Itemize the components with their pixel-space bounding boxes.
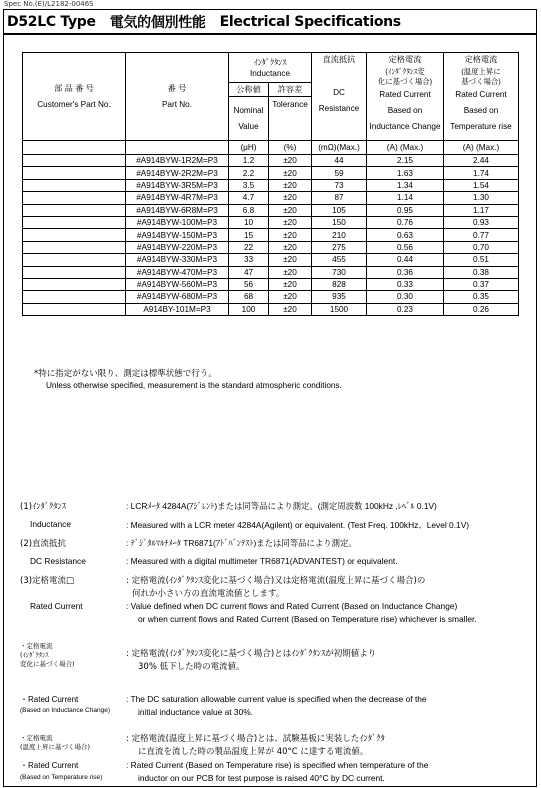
rc1-header-sub2: 化に基づく場合) (377, 77, 433, 86)
part-no-cell: #A914BYW-470M=P3 (126, 266, 229, 278)
inductance-cell: 100 (229, 303, 269, 315)
rated-current-temperature-cell: 0.51 (444, 254, 519, 266)
rated-current-inductance-cell: 1.34 (367, 179, 444, 191)
tolerance-cell: ±20 (269, 303, 312, 315)
def-rc-text-en1: : Value defined when DC current flows and Rated Current (Based on Inductance Change) (126, 601, 458, 611)
def-rci-label-en2: (Based on Inductance Change) (20, 707, 110, 714)
def-rci-text-en1: : The DC saturation allowable current value is specified when the decrease of the (126, 694, 427, 704)
def-rc-text-en2: or when current flows and Rated Current (Based on Temperature rise) whichever is smaller. (138, 614, 477, 624)
dcr-header (312, 53, 367, 141)
dcr-cell: 150 (312, 216, 367, 228)
part-no-cell: #A914BYW-150M=P3 (126, 229, 229, 241)
def-inductance-text-en: : Measured with a LCR meter 4284A(Agilent) or equivalent. (Test Freq. 100kHz、Level 0.1V) (126, 520, 470, 530)
part-no-cell: A914BY-101M=P3 (126, 303, 229, 315)
tolerance-cell: ±20 (269, 229, 312, 241)
rated-current-inductance-cell: 2.15 (367, 155, 444, 167)
dcr-cell: 455 (312, 254, 367, 266)
dcr-cell: 730 (312, 266, 367, 278)
dcr-cell: 73 (312, 179, 367, 191)
table-row (23, 167, 519, 179)
dcr-header-en2: Resistance (318, 104, 360, 113)
rated-current-inductance-cell: 0.56 (367, 241, 444, 253)
tolerance-cell: ±20 (269, 241, 312, 253)
customer-part-cell (23, 204, 126, 216)
rated-current-temperature-cell: 0.93 (444, 216, 519, 228)
table-row (23, 254, 519, 266)
table-row (23, 155, 519, 167)
tolerance-cell: ±20 (269, 278, 312, 290)
rc2-header-en2: Based on (463, 106, 499, 115)
part-no-cell: #A914BYW-330M=P3 (126, 254, 229, 266)
tolerance-cell: ±20 (269, 192, 312, 204)
rc2-header-en3: Temperature rise (450, 122, 512, 131)
nominal-header-en2: Value (238, 121, 259, 131)
tolerance-header-jp: 許容差 (269, 83, 312, 97)
tolerance-header-en: Tolerance (272, 100, 308, 109)
inductance-cell: 22 (229, 241, 269, 253)
unit-dcr: (mΩ)(Max.) (312, 141, 367, 155)
rated-current-inductance-cell: 0.44 (367, 254, 444, 266)
customer-part-cell (23, 241, 126, 253)
part-no-header-en: Part No. (161, 99, 193, 109)
tolerance-cell: ±20 (269, 167, 312, 179)
tolerance-cell: ±20 (269, 179, 312, 191)
table-row (23, 278, 519, 290)
dcr-cell: 44 (312, 155, 367, 167)
tolerance-cell: ±20 (269, 155, 312, 167)
unit-rc1: (A) (Max.) (367, 141, 444, 155)
customer-part-cell (23, 303, 126, 315)
rc1-header-sub1: (ｲﾝﾀﾞｸﾀﾝｽ変 (385, 67, 425, 76)
rated-current-inductance-cell: 0.23 (367, 303, 444, 315)
customer-part-cell (23, 229, 126, 241)
dcr-cell: 828 (312, 278, 367, 290)
def-rci-label-jp1: ・定格電流 (20, 642, 53, 650)
rc2-header-en1: Rated Current (455, 90, 507, 99)
title-type: D52LC Type (7, 13, 96, 30)
part-no-cell: #A914BYW-1R2M=P3 (126, 155, 229, 167)
tolerance-cell: ±20 (269, 266, 312, 278)
inductance-cell: 4.7 (229, 192, 269, 204)
customer-part-cell (23, 192, 126, 204)
rated-current-temperature-cell: 2.44 (444, 155, 519, 167)
rated-current-temperature-cell: 1.74 (444, 167, 519, 179)
rated-current-temperature-cell: 0.26 (444, 303, 519, 315)
inductance-cell: 3.5 (229, 179, 269, 191)
rated-current-inductance-cell: 0.95 (367, 204, 444, 216)
unit-inductance: (μH) (229, 141, 269, 155)
spec-table (22, 52, 519, 316)
inductance-header-jp: ｲﾝﾀﾞｸﾀﾝｽ (253, 57, 287, 67)
def-rc-text-jp1: : 定格電流(ｲﾝﾀﾞｸﾀﾝｽ変化に基づく場合)又は定格電流(温度上昇に基づく場合)の (126, 576, 426, 586)
title-bar (4, 10, 536, 35)
customer-part-cell (23, 216, 126, 228)
dcr-cell: 87 (312, 192, 367, 204)
def-rc-label-jp: (3)定格電流□ (20, 576, 75, 586)
rated-current-inductance-cell: 0.33 (367, 278, 444, 290)
rated-current-inductance-cell: 0.63 (367, 229, 444, 241)
note-jp: *特に指定がない限り、測定は標準状態で行う。 (34, 369, 217, 379)
table-row (23, 266, 519, 278)
table-row (23, 179, 519, 191)
def-inductance-label-jp: (1)ｲﾝﾀﾞｸﾀﾝｽ (20, 502, 67, 512)
dcr-header-en1: DC (333, 88, 345, 97)
def-rct-text-jp2: に直流を流した時の製品温度上昇が 40°C に達する電流値。 (138, 747, 369, 757)
customer-part-cell (23, 291, 126, 303)
unit-empty-1 (23, 141, 126, 155)
table-row (23, 192, 519, 204)
inductance-cell: 2.2 (229, 167, 269, 179)
table-row (23, 216, 519, 228)
customer-part-header-en: Customer's Part No. (37, 99, 111, 109)
customer-part-cell (23, 266, 126, 278)
inductance-cell: 6.8 (229, 204, 269, 216)
rated-current-inductance-cell: 0.30 (367, 291, 444, 303)
def-rct-label-en1: ・Rated Current (20, 761, 79, 770)
def-inductance-text-jp: : LCRﾒｰﾀ 4284A(ｱｼﾞﾚﾝﾄ)または同等品により測定。(測定周波数 100kHz ,ﾚﾍﾞﾙ 0.1V) (126, 501, 437, 511)
unit-rc2: (A) (Max.) (444, 141, 519, 155)
def-rct-text-jp1: : 定格電流(温度上昇に基づく場合)とは、試験基板に実装したｲﾝﾀﾞｸﾀ (126, 734, 385, 744)
inductance-cell: 68 (229, 291, 269, 303)
customer-part-header-jp: 部 品 番 号 (54, 83, 94, 93)
table-row (23, 291, 519, 303)
table-row (23, 241, 519, 253)
def-rct-label-jp2: (温度上昇に基づく場合) (20, 743, 91, 751)
part-no-header (126, 53, 229, 141)
part-no-cell: #A914BYW-2R2M=P3 (126, 167, 229, 179)
part-no-cell: #A914BYW-4R7M=P3 (126, 192, 229, 204)
def-rct-label-en2: (Based on Temperature rise) (20, 774, 103, 781)
tolerance-cell: ±20 (269, 216, 312, 228)
def-rc-label-en: Rated Current (30, 601, 83, 611)
def-rci-label-en1: ・Rated Current (20, 695, 79, 704)
def-dcr-text-en: : Measured with a digital multimeter TR6871(ADVANTEST) or equivalent. (126, 556, 398, 566)
part-no-cell: #A914BYW-560M=P3 (126, 278, 229, 290)
def-rc-text-jp2: 何れか小さい方の直流電流値とします。 (132, 589, 285, 599)
customer-part-cell (23, 254, 126, 266)
title-en: Electrical Specifications (219, 13, 401, 30)
table-row (23, 303, 519, 315)
title-jp: 電気的個別性能 (109, 14, 206, 31)
def-rct-label-jp1: ・定格電流 (20, 734, 53, 742)
nominal-header-jp: 公称値 (229, 83, 269, 97)
dcr-cell: 210 (312, 229, 367, 241)
rated-current-temperature-cell: 0.35 (444, 291, 519, 303)
rated-current-inductance-cell: 0.76 (367, 216, 444, 228)
customer-part-cell (23, 278, 126, 290)
nominal-header (229, 97, 269, 141)
def-rct-text-en1: : Rated Current (Based on Temperature rise) is specified when temperature of the (126, 760, 429, 770)
def-dcr-label-en: DC Resistance (30, 556, 86, 566)
nominal-header-en1: Nominal (233, 105, 264, 115)
rated-current-inductance-header (367, 53, 444, 141)
inductance-cell: 10 (229, 216, 269, 228)
rated-current-inductance-cell: 1.14 (367, 192, 444, 204)
tolerance-cell: ±20 (269, 291, 312, 303)
dcr-cell: 59 (312, 167, 367, 179)
rated-current-inductance-cell: 0.36 (367, 266, 444, 278)
rated-current-temperature-cell: 0.37 (444, 278, 519, 290)
rated-current-temperature-cell: 0.38 (444, 266, 519, 278)
def-rci-text-en2: initial inductance value at 30%. (138, 707, 253, 717)
inductance-cell: 1.2 (229, 155, 269, 167)
rc1-header-en1: Rated Current (379, 90, 431, 99)
unit-tolerance: (%) (269, 141, 312, 155)
dcr-cell: 105 (312, 204, 367, 216)
spec-sheet-frame (3, 9, 537, 787)
def-rci-text-jp2: 30% 低下した時の電流値。 (138, 662, 245, 672)
inductance-cell: 15 (229, 229, 269, 241)
def-inductance-label-en: Inductance (30, 519, 71, 529)
dcr-cell: 935 (312, 291, 367, 303)
customer-part-cell (23, 155, 126, 167)
rc2-header-sub1: (温度上昇に (461, 67, 501, 76)
rc1-header-jp: 定格電流 (388, 55, 422, 64)
inductance-cell: 56 (229, 278, 269, 290)
def-dcr-text-jp: : ﾃﾞｼﾞﾀﾙﾏﾙﾁﾒｰﾀ TR6871(ｱﾄﾞﾊﾞﾝﾃｽﾄ)または同等品により測定。 (126, 538, 357, 548)
def-rci-label-jp3: 変化に基づく場合) (20, 660, 75, 668)
rated-current-inductance-cell: 1.63 (367, 167, 444, 179)
table-row (23, 204, 519, 216)
rated-current-temperature-cell: 1.54 (444, 179, 519, 191)
part-no-cell: #A914BYW-100M=P3 (126, 216, 229, 228)
spec-table-body (23, 155, 519, 316)
note-en: Unless otherwise specified, measurement is the standard atmospheric conditions. (46, 381, 342, 390)
inductance-header-en: Inductance (249, 68, 291, 78)
rc2-header-jp: 定格電流 (464, 55, 498, 64)
tolerance-header (269, 97, 312, 141)
rated-current-temperature-cell: 1.30 (444, 192, 519, 204)
tolerance-cell: ±20 (269, 254, 312, 266)
part-no-header-jp: 番 号 (167, 83, 187, 93)
customer-part-header (23, 53, 126, 141)
inductance-cell: 47 (229, 266, 269, 278)
part-no-cell: #A914BYW-220M=P3 (126, 241, 229, 253)
part-no-cell: #A914BYW-3R5M=P3 (126, 179, 229, 191)
def-dcr-label-jp: (2)直流抵抗 (20, 539, 67, 549)
dcr-header-jp: 直流抵抗 (322, 55, 356, 64)
tolerance-cell: ±20 (269, 204, 312, 216)
rated-current-temperature-header (444, 53, 519, 141)
dcr-cell: 1500 (312, 303, 367, 315)
rated-current-temperature-cell: 1.17 (444, 204, 519, 216)
table-row (23, 229, 519, 241)
unit-empty-2 (126, 141, 229, 155)
rc1-header-en2: Based on (387, 106, 423, 115)
def-rci-label-jp2: (ｲﾝﾀﾞｸﾀﾝｽ (20, 651, 49, 659)
customer-part-cell (23, 179, 126, 191)
rated-current-temperature-cell: 0.77 (444, 229, 519, 241)
rated-current-temperature-cell: 0.70 (444, 241, 519, 253)
inductance-header (229, 53, 312, 83)
part-no-cell: #A914BYW-680M=P3 (126, 291, 229, 303)
rc1-header-en3: Inductance Change (369, 122, 441, 131)
def-rct-text-en2: inductor on our PCB for test purpose is raised 40°C by DC current. (138, 773, 385, 783)
rc2-header-sub2: 基づく場合) (461, 77, 501, 86)
customer-part-cell (23, 167, 126, 179)
inductance-cell: 33 (229, 254, 269, 266)
part-no-cell: #A914BYW-6R8M=P3 (126, 204, 229, 216)
document-reference: Spec No.(E)/L2182-0046S (4, 0, 94, 8)
def-rci-text-jp1: : 定格電流(ｲﾝﾀﾞｸﾀﾝｽ変化に基づく場合)とはｲﾝﾀﾞｸﾀﾝｽが初期値より (126, 649, 377, 659)
dcr-cell: 275 (312, 241, 367, 253)
